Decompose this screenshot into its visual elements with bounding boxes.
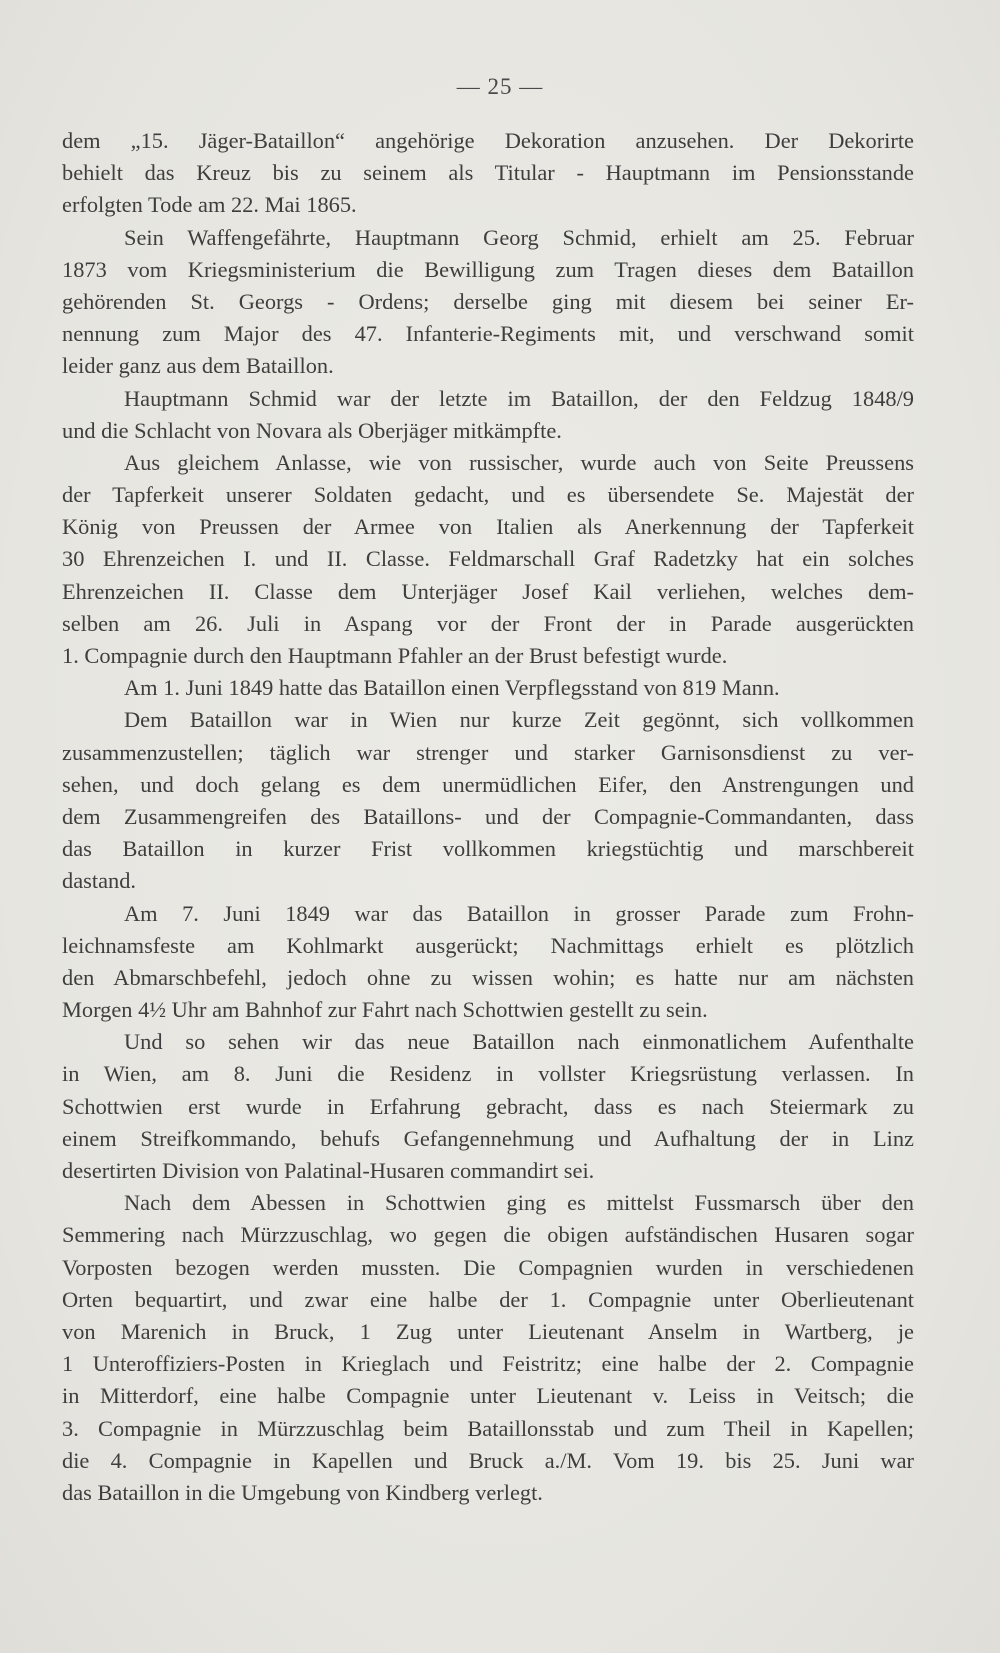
text-line: den Abmarschbefehl, jedoch ohne zu wissen wohin; es hatte nur am nächsten [62, 964, 914, 990]
text-line: erfolgten Tode am 22. Mai 1865. [62, 192, 357, 218]
text-line: Aus gleichem Anlasse, wie von russischer, wurde auch von Seite Preussens [124, 449, 914, 475]
text-line: dem Zusammengreifen des Bataillons- und der Compagnie-Commandanten, dass [62, 803, 914, 829]
text-line: Am 7. Juni 1849 war das Bataillon in grosser Parade zum Frohn- [124, 900, 914, 926]
text-line: das Bataillon in kurzer Frist vollkommen kriegstüchtig und marschbereit [62, 836, 914, 862]
text-line: 1873 vom Kriegsministerium die Bewilligung zum Tragen dieses dem Bataillon [62, 256, 914, 282]
text-line: leichnamsfeste am Kohlmarkt ausgerückt; Nachmittags erhielt es plötzlich [62, 932, 914, 958]
text-line: in Mitterdorf, eine halbe Compagnie unter Lieutenant v. Leiss in Veitsch; die [62, 1383, 914, 1409]
text-line: Schottwien erst wurde in Erfahrung gebracht, dass es nach Steiermark zu [62, 1093, 914, 1119]
paragraph [62, 672, 914, 704]
text-line: behielt das Kreuz bis zu seinem als Titular - Hauptmann im Pensionsstande [62, 160, 914, 186]
text-line: der Tapferkeit unserer Soldaten gedacht, und es übersendete Se. Majestät der [62, 482, 914, 508]
text-line: Morgen 4½ Uhr am Bahnhof zur Fahrt nach Schottwien gestellt zu sein. [62, 997, 708, 1023]
text-line: sehen, und doch gelang es dem unermüdlichen Eifer, den Anstrengungen und [62, 771, 914, 797]
text-line: Dem Bataillon war in Wien nur kurze Zeit gegönnt, sich vollkommen [124, 707, 914, 733]
text-line: die 4. Compagnie in Kapellen und Bruck a./M. Vom 19. bis 25. Juni war [62, 1447, 914, 1473]
paragraph [62, 898, 914, 1027]
text-line: dem „15. Jäger-Bataillon“ angehörige Dekoration anzusehen. Der Dekorirte [62, 128, 914, 153]
text-line: Hauptmann Schmid war der letzte im Bataillon, der den Feldzug 1848/9 [124, 385, 914, 411]
text-line: in Wien, am 8. Juni die Residenz in vollster Kriegsrüstung verlassen. In [62, 1061, 914, 1087]
paragraph [62, 1187, 914, 1509]
text-line: 30 Ehrenzeichen I. und II. Classe. Feldmarschall Graf Radetzky hat ein solches [62, 546, 914, 572]
text-line: 1 Unteroffiziers-Posten in Krieglach und Feistritz; eine halbe der 2. Compagnie [62, 1351, 914, 1377]
text-line: einem Streifkommando, behufs Gefangennehmung und Aufhaltung der in Linz [62, 1125, 914, 1151]
text-line: desertirten Division von Palatinal-Husaren commandirt sei. [62, 1158, 595, 1183]
text-line: Nach dem Abessen in Schottwien ging es mittelst Fussmarsch über den [124, 1190, 914, 1216]
text-line: selben am 26. Juli in Aspang vor der Front der in Parade ausgerückten [62, 610, 914, 636]
text-line: zusammenzustellen; täglich war strenger und starker Garnisonsdienst zu ver- [62, 739, 914, 765]
text-line: und die Schlacht von Novara als Oberjäger mitkämpfte. [62, 417, 562, 443]
paragraph [62, 1026, 914, 1187]
text-line: dastand. [62, 868, 136, 894]
text-line: Und so sehen wir das neue Bataillon nach einmonatlichem Aufenthalte [124, 1029, 914, 1055]
paragraph [62, 383, 914, 447]
page-number: — 25 — [456, 74, 544, 99]
text-line: Ehrenzeichen II. Classe dem Unterjäger Josef Kail verliehen, welches dem- [62, 578, 914, 604]
paragraph [62, 704, 914, 897]
paragraph [62, 447, 914, 672]
text-line: Sein Waffengefährte, Hauptmann Georg Schmid, erhielt am 25. Februar [124, 224, 914, 250]
body-text [62, 125, 914, 1509]
text-line: nennung zum Major des 47. Infanterie-Regiments mit, und verschwand somit [62, 321, 914, 347]
text-line: 3. Compagnie in Mürzzuschlag beim Bataillonsstab und zum Theil in Kapellen; [62, 1415, 914, 1441]
text-line: Semmering nach Mürzzuschlag, wo gegen die obigen aufständischen Husaren sogar [62, 1222, 914, 1248]
text-line: von Marenich in Bruck, 1 Zug unter Lieutenant Anselm in Wartberg, je [62, 1318, 914, 1344]
paragraph [62, 125, 914, 222]
text-line: Am 1. Juni 1849 hatte das Bataillon einen Verpflegsstand von 819 Mann. [124, 675, 780, 701]
paragraph [62, 222, 914, 383]
text-line: 1. Compagnie durch den Hauptmann Pfahler an der Brust befestigt wurde. [62, 643, 728, 668]
text-line: gehörenden St. Georgs - Ordens; derselbe ging mit diesem bei seiner Er- [62, 288, 914, 314]
text-line: leider ganz aus dem Bataillon. [62, 353, 334, 379]
text-line: Vorposten bezogen werden mussten. Die Compagnien wurden in verschiedenen [62, 1254, 914, 1280]
text-line: das Bataillon in die Umgebung von Kindberg verlegt. [62, 1479, 543, 1505]
text-line: König von Preussen der Armee von Italien als Anerkennung der Tapferkeit [62, 514, 914, 540]
text-line: Orten bequartirt, und zwar eine halbe der 1. Compagnie unter Oberlieutenant [62, 1286, 914, 1312]
